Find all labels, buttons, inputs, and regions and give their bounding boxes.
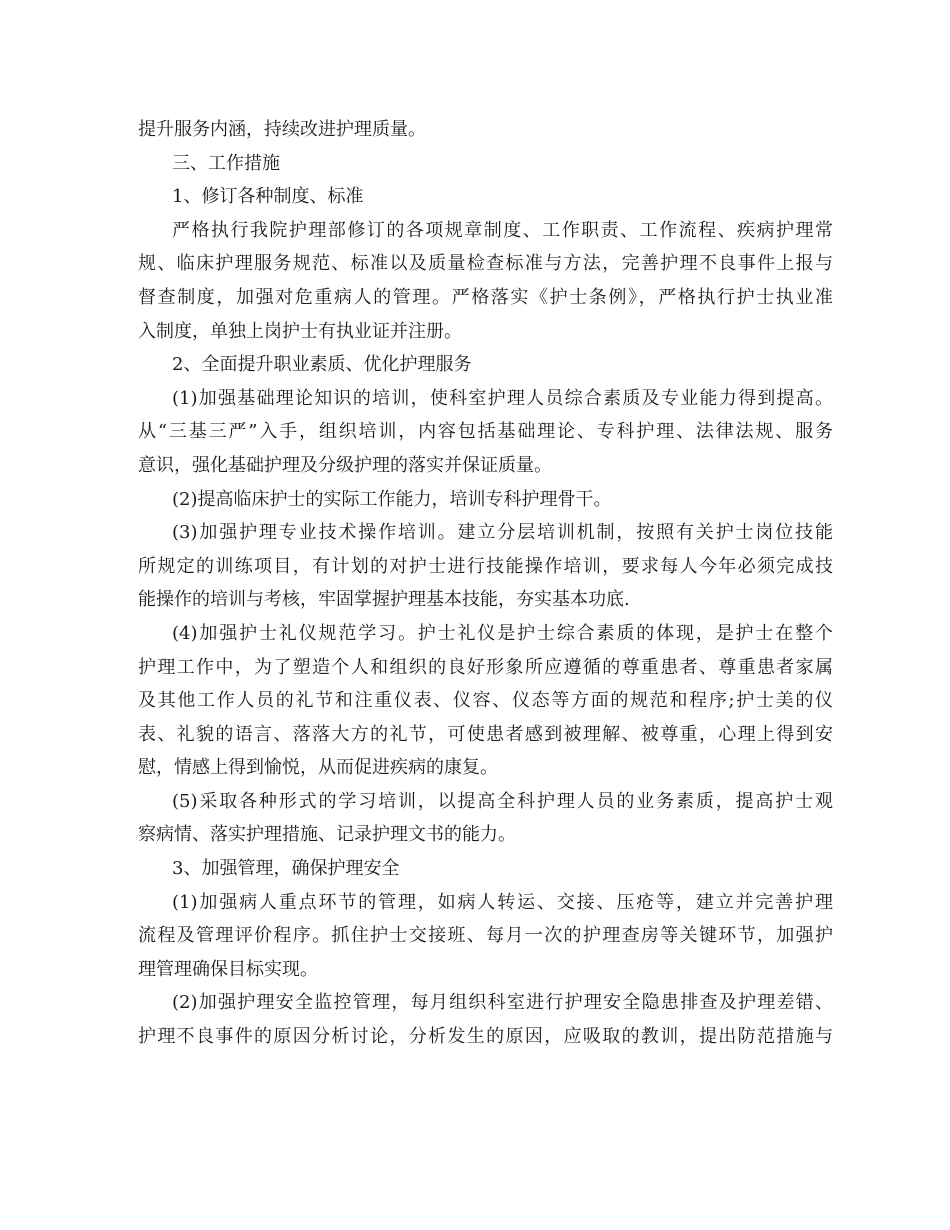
text-line: 规、临床护理服务规范、标准以及质量检查标准与方法，完善护理不良事件上报与: [138, 253, 833, 275]
document-body: [138, 113, 833, 1054]
text-line: 理管理确保目标实现。: [138, 958, 318, 980]
text-line: (4)加强护士礼仪规范学习。护士礼仪是护士综合素质的体现，是护士在整个: [172, 622, 833, 644]
text-line: 及其他工作人员的礼节和注重仪表、仪容、仪态等方面的规范和程序;护士美的仪: [138, 690, 833, 712]
text-line: 流程及管理评价程序。抓住护士交接班、每月一次的护理查房等关键环节，加强护: [138, 925, 833, 947]
text-line: 察病情、落实护理措施、记录护理文书的能力。: [138, 824, 516, 846]
text-line: 慰，情感上得到愉悦，从而促进疾病的康复。: [138, 757, 498, 779]
text-line: (2)加强护理安全监控管理，每月组织科室进行护理安全隐患排查及护理差错、: [172, 992, 833, 1014]
subsection-heading: 1、修订各种制度、标准: [172, 186, 364, 208]
text-line: (1)加强病人重点环节的管理，如病人转运、交接、压疮等，建立并完善护理: [172, 891, 833, 913]
section-heading: 三、工作措施: [172, 152, 280, 174]
text-line: 表、礼貌的语言、落落大方的礼节，可使患者感到被理解、被尊重，心理上得到安: [138, 723, 833, 745]
text-line: (5)采取各种形式的学习培训，以提高全科护理人员的业务素质，提高护士观: [172, 790, 833, 812]
text-line: 护理不良事件的原因分析讨论，分析发生的原因，应吸取的教训，提出防范措施与: [138, 1026, 833, 1048]
text-line: (1)加强基础理论知识的培训，使科室护理人员综合素质及专业能力得到提高。: [172, 387, 833, 409]
subsection-heading: 2、全面提升职业素质、优化护理服务: [172, 354, 472, 376]
text-line: 能操作的培训与考核，牢固掌握护理基本技能，夯实基本功底.: [138, 589, 630, 611]
text-line: (2)提高临床护士的实际工作能力，培训专科护理骨干。: [172, 488, 612, 510]
text-line: 护理工作中，为了塑造个人和组织的良好形象所应遵循的尊重患者、尊重患者家属: [138, 656, 833, 678]
text-line: 入制度，单独上岗护士有执业证并注册。: [138, 320, 462, 342]
text-line: 督查制度，加强对危重病人的管理。严格落实《护士条例》，严格执行护士执业准: [138, 286, 833, 308]
text-line: 从“三基三严”入手，组织培训，内容包括基础理论、专科护理、法律法规、服务: [138, 421, 833, 443]
text-line: 严格执行我院护理部修订的各项规章制度、工作职责、工作流程、疾病护理常: [172, 219, 833, 241]
text-line: 提升服务内涵，持续改进护理质量。: [138, 119, 426, 140]
text-line: (3)加强护理专业技术操作培训。建立分层培训机制，按照有关护士岗位技能: [172, 522, 833, 544]
text-line: 所规定的训练项目，有计划的对护士进行技能操作培训，要求每人今年必须完成技: [138, 555, 833, 577]
text-line: 意识，强化基础护理及分级护理的落实并保证质量。: [138, 454, 552, 476]
subsection-heading: 3、加强管理，确保护理安全: [172, 858, 400, 880]
